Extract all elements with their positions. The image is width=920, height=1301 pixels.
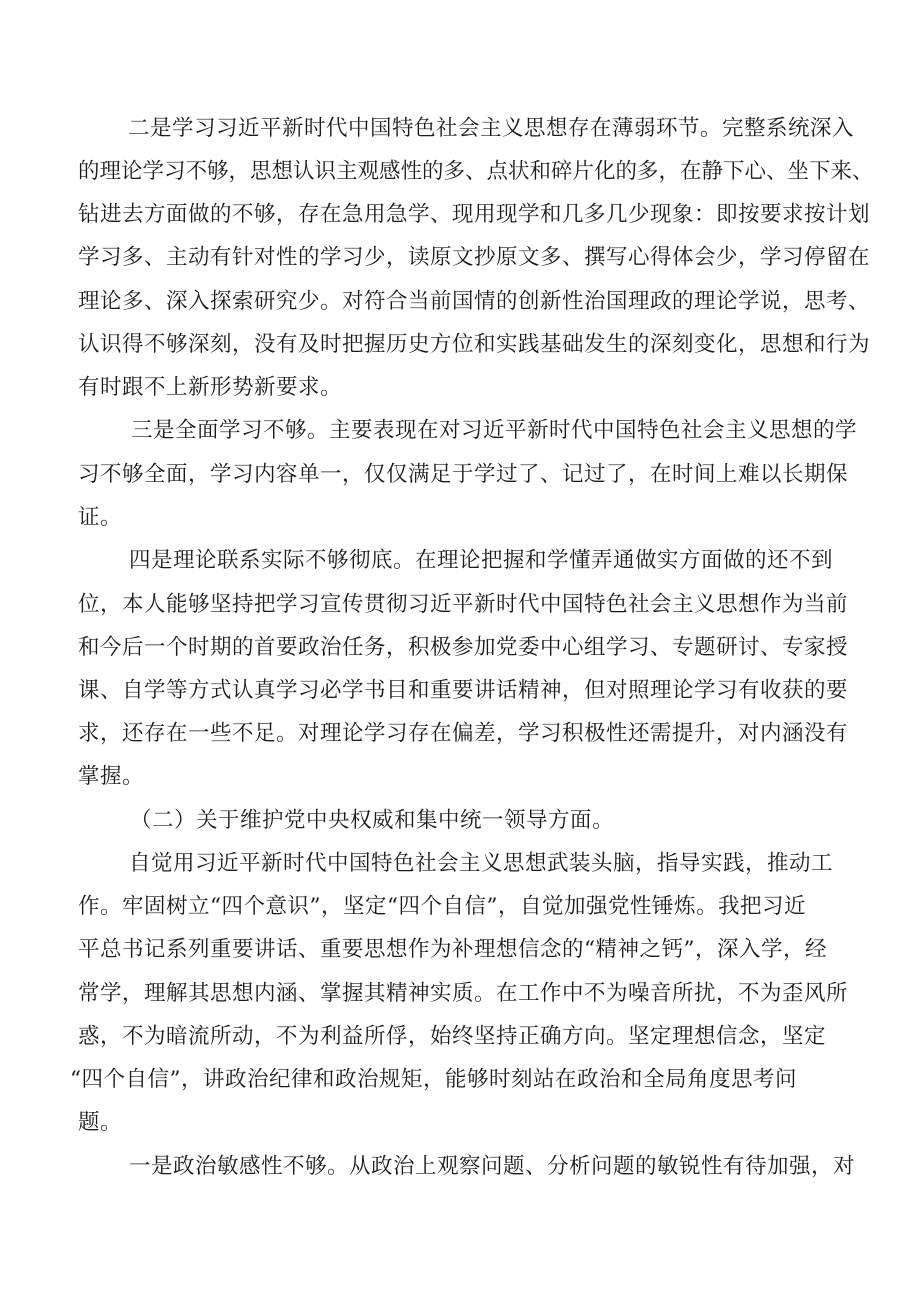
text-line: 认识得不够深刻，没有及时把握历史方位和实践基础发生的深刻变化，思想和行为 — [78, 332, 871, 357]
text-line: 作。牢固树立“四个意识”，坚定“四个自信”，自觉加强党性锤炼。我把习近 — [78, 894, 806, 919]
text-line: 学习多、主动有针对性的学习少，读原文抄原文多、撰写心得体会少，学习停留在 — [78, 245, 871, 270]
text-line: “四个自信”，讲政治纪律和政治规矩，能够时刻站在政治和全局角度思考问 — [70, 1067, 797, 1092]
text-line: 三是全面学习不够。主要表现在对习近平新时代中国特色社会主义思想的学 — [131, 418, 858, 443]
text-line: 理论多、深入探索研究少。对符合当前国情的创新性治国理政的理论学说，思考、 — [78, 289, 871, 314]
text-line: 和今后一个时期的首要政治任务，积极参加党委中心组学习、专题研讨、专家授 — [78, 635, 849, 660]
text-line: 常学，理解其思想内涵、掌握其精神实质。在工作中不为噪音所扰，不为歪风所 — [78, 981, 849, 1006]
text-line: 平总书记系列重要讲话、重要思想作为补理想信念的“精神之钙”，深入学，经 — [78, 937, 827, 962]
text-line: 自觉用习近平新时代中国特色社会主义思想武装头脑，指导实践，推动工 — [129, 851, 834, 876]
text-line: 惑，不为暗流所动，不为利益所俘，始终坚持正确方向。坚定理想信念，坚定 — [78, 1024, 827, 1049]
text-line: 课、自学等方式认真学习必学书目和重要讲话精神，但对照理论学习有收获的要 — [78, 678, 849, 703]
text-line: 位，本人能够坚持把学习宣传贯彻习近平新时代中国特色社会主义思想作为当前 — [78, 592, 849, 617]
text-line: 习不够全面，学习内容单一，仅仅满足于学过了、记过了，在时间上难以长期保 — [78, 462, 849, 487]
text-line: 四是理论联系实际不够彻底。在理论把握和学懂弄通做实方面做的还不到 — [129, 548, 834, 573]
text-line: 有时跟不上新形势新要求。 — [78, 375, 343, 400]
text-line: 证。 — [78, 505, 123, 530]
text-line: 题。 — [78, 1110, 123, 1135]
text-line: 一是政治敏感性不够。从政治上观察问题、分析问题的敏锐性有待加强，对 — [129, 1154, 856, 1179]
text-line: 求，还存在一些不足。对理论学习存在偏差，学习积极性还需提升，对内涵没有 — [78, 721, 849, 746]
section-heading: （二）关于维护党中央权威和集中统一领导方面。 — [130, 808, 615, 833]
text-line: 钻进去方面做的不够，存在急用急学、现用现学和几多几少现象：即按要求按计划 — [78, 202, 871, 227]
text-line: 掌握。 — [78, 764, 145, 789]
text-line: 的理论学习不够，思想认识主观感性的多、点状和碎片化的多，在静下心、坐下来、 — [78, 159, 874, 184]
text-line: 二是学习习近平新时代中国特色社会主义思想存在薄弱环节。完整系统深入 — [128, 116, 855, 141]
